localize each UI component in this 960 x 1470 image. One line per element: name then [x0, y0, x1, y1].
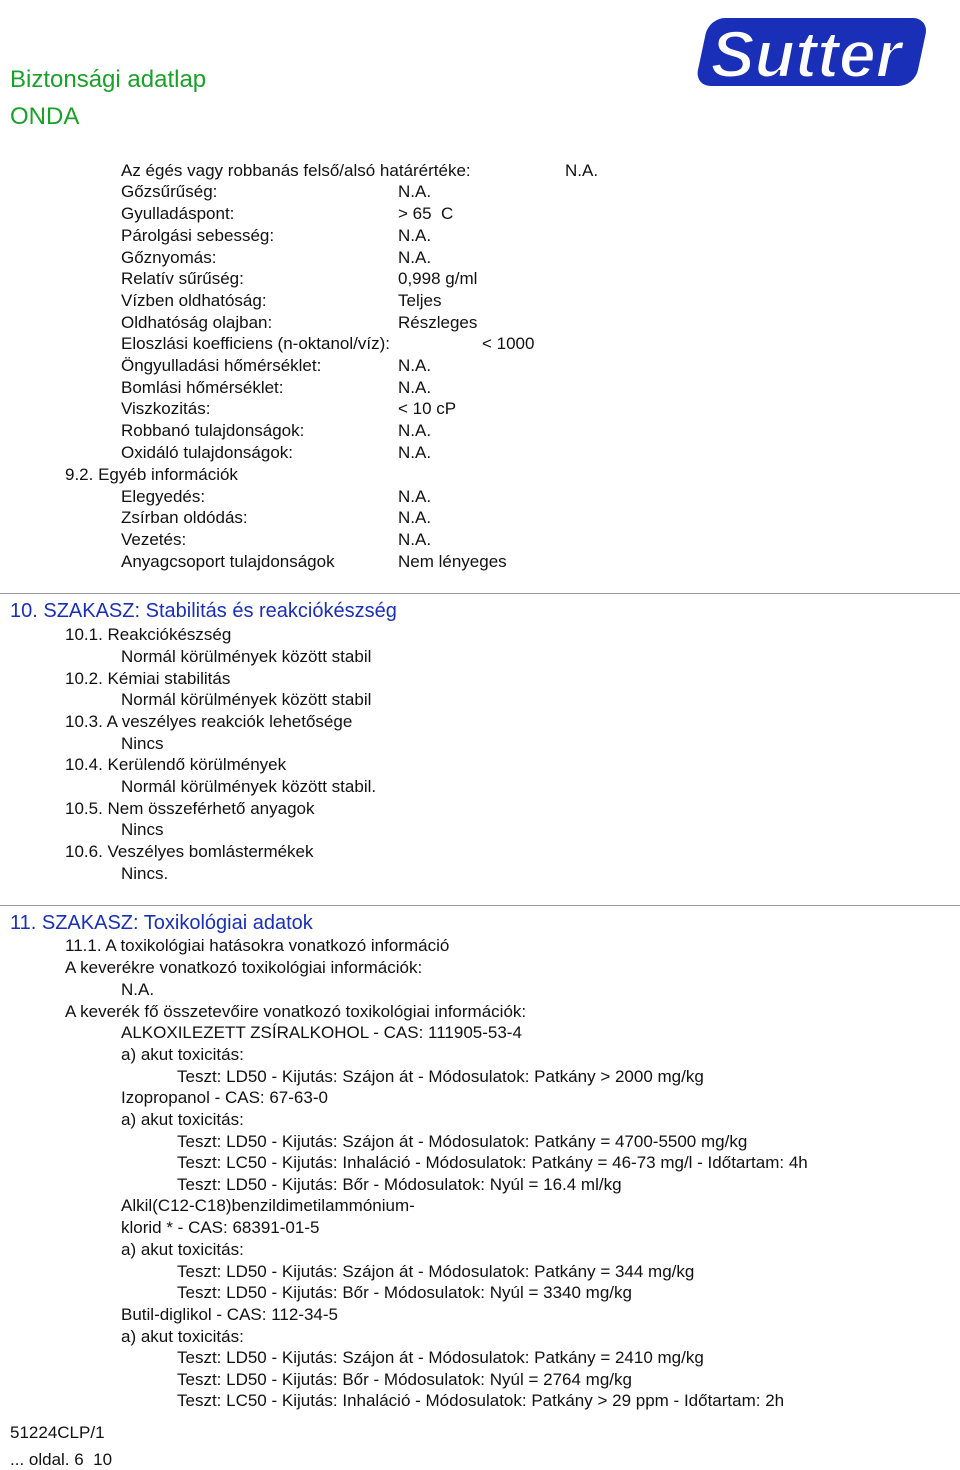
prop-label-vapour-pressure: Gőznyomás:	[121, 248, 217, 267]
mixture-value: N.A.	[121, 980, 155, 999]
prop-value-decomposition: N.A.	[398, 378, 432, 397]
prop-label-flash-point: Gyulladáspont:	[121, 204, 235, 223]
prop-value-partition: < 1000	[482, 334, 535, 353]
prop-value-evaporation: N.A.	[398, 226, 432, 245]
acute-toxicity-label: a) akut toxicitás:	[121, 1110, 244, 1129]
test-line: Teszt: LD50 - Kijutás: Bőr - Módosulatok: Nyúl = 3340 mg/kg	[177, 1283, 632, 1302]
sutter-logo	[678, 4, 946, 102]
section-11-title: 11. SZAKASZ: Toxikológiai adatok	[10, 912, 313, 934]
prop-label-oil-solubility: Oldhatóság olajban:	[121, 313, 273, 332]
prop-value-flammability: N.A.	[565, 161, 599, 180]
prop-value-oil-solubility: Részleges	[398, 313, 478, 332]
prop-value-vapour-density: N.A.	[398, 182, 432, 201]
prop-label-water-solubility: Vízben oldhatóság:	[121, 291, 267, 310]
test-line: Teszt: LD50 - Kijutás: Szájon át - Módosulatok: Patkány = 344 mg/kg	[177, 1262, 695, 1281]
prop-value-vapour-pressure: N.A.	[398, 248, 432, 267]
prop-label-partition: Eloszlási koefficiens (n-oktanol/víz):	[121, 334, 390, 353]
test-line: Teszt: LC50 - Kijutás: Inhaláció - Módosulatok: Patkány = 46-73 mg/l - Időtartam: 4h	[177, 1153, 808, 1172]
test-line: Teszt: LD50 - Kijutás: Szájon át - Módosulatok: Patkány = 2410 mg/kg	[177, 1348, 704, 1367]
prop-value-oxidising: N.A.	[398, 443, 432, 462]
component-name: Alkil(C12-C18)benzildimetilammónium-	[121, 1196, 415, 1215]
test-line: Teszt: LD50 - Kijutás: Szájon át - Módosulatok: Patkány > 2000 mg/kg	[177, 1067, 704, 1086]
subsection-heading-9-2: 9.2. Egyéb információk	[65, 465, 238, 484]
mixture-label: A keverékre vonatkozó toxikológiai információk:	[65, 958, 423, 977]
component-name: Izopropanol - CAS: 67-63-0	[121, 1088, 328, 1107]
prop-value-explosive: N.A.	[398, 421, 432, 440]
subsection-heading-11-1: 11.1. A toxikológiai hatásokra vonatkozó információ	[65, 936, 450, 955]
acute-toxicity-label: a) akut toxicitás:	[121, 1045, 244, 1064]
prop-label-substance-group: Anyagcsoport tulajdonságok	[121, 552, 335, 571]
prop-value-water-solubility: Teljes	[398, 291, 442, 310]
item-text: Normál körülmények között stabil.	[121, 777, 377, 796]
prop-label-vapour-density: Gőzsűrűség:	[121, 182, 218, 201]
item-heading: 10.2. Kémiai stabilitás	[65, 669, 231, 688]
prop-value-fat-solubility: N.A.	[398, 508, 432, 527]
component-name-cont: klorid * - CAS: 68391-01-5	[121, 1218, 320, 1237]
test-line: Teszt: LD50 - Kijutás: Bőr - Módosulatok: Nyúl = 16.4 ml/kg	[177, 1175, 622, 1194]
prop-label-explosive: Robbanó tulajdonságok:	[121, 421, 305, 440]
item-text: Normál körülmények között stabil	[121, 647, 372, 666]
components-label: A keverék fő összetevőire vonatkozó toxikológiai információk:	[65, 1002, 527, 1021]
test-line: Teszt: LD50 - Kijutás: Bőr - Módosulatok: Nyúl = 2764 mg/kg	[177, 1370, 632, 1389]
logo-text: Sutter	[710, 17, 902, 91]
item-text: Nincs.	[121, 864, 169, 883]
product-name: ONDA	[10, 103, 80, 130]
item-text: Nincs	[121, 734, 164, 753]
component-name: ALKOXILEZETT ZSÍRALKOHOL - CAS: 111905-53-4	[121, 1023, 522, 1042]
prop-label-autoignition: Öngyulladási hőmérséklet:	[121, 356, 322, 375]
prop-label-decomposition: Bomlási hőmérséklet:	[121, 378, 284, 397]
section-10-title: 10. SZAKASZ: Stabilitás és reakciókészség	[10, 600, 397, 622]
acute-toxicity-label: a) akut toxicitás:	[121, 1240, 244, 1259]
prop-label-flammability: Az égés vagy robbanás felső/alsó határértéke:	[121, 161, 471, 180]
test-line: Teszt: LC50 - Kijutás: Inhaláció - Módosulatok: Patkány > 29 ppm - Időtartam: 2h	[177, 1391, 785, 1410]
acute-toxicity-label: a) akut toxicitás:	[121, 1327, 244, 1346]
item-heading: 10.3. A veszélyes reakciók lehetősége	[65, 712, 353, 731]
item-heading: 10.4. Kerülendő körülmények	[65, 755, 287, 774]
item-heading: 10.6. Veszélyes bomlástermékek	[65, 842, 314, 861]
prop-value-flash-point: > 65 C	[398, 204, 454, 223]
prop-label-evaporation: Párolgási sebesség:	[121, 226, 275, 245]
prop-label-relative-density: Relatív sűrűség:	[121, 269, 244, 288]
prop-value-viscosity: < 10 cP	[398, 399, 457, 418]
prop-value-substance-group: Nem lényeges	[398, 552, 507, 571]
prop-label-fat-solubility: Zsírban oldódás:	[121, 508, 248, 527]
item-text: Normál körülmények között stabil	[121, 690, 372, 709]
item-text: Nincs	[121, 820, 164, 839]
section-divider	[0, 905, 960, 906]
prop-label-oxidising: Oxidáló tulajdonságok:	[121, 443, 294, 462]
section-divider	[0, 593, 960, 594]
prop-label-miscibility: Elegyedés:	[121, 487, 206, 506]
prop-label-viscosity: Viszkozitás:	[121, 399, 211, 418]
prop-value-conductivity: N.A.	[398, 530, 432, 549]
prop-label-conductivity: Vezetés:	[121, 530, 187, 549]
page-info: ... oldal. 6 10	[10, 1450, 113, 1469]
document-code: 51224CLP/1	[10, 1423, 105, 1442]
item-heading: 10.1. Reakciókészség	[65, 625, 232, 644]
prop-value-miscibility: N.A.	[398, 487, 432, 506]
document-title: Biztonsági adatlap	[10, 66, 207, 93]
prop-value-relative-density: 0,998 g/ml	[398, 269, 478, 288]
prop-value-autoignition: N.A.	[398, 356, 432, 375]
component-name: Butil-diglikol - CAS: 112-34-5	[121, 1305, 338, 1324]
test-line: Teszt: LD50 - Kijutás: Szájon át - Módosulatok: Patkány = 4700-5500 mg/kg	[177, 1132, 748, 1151]
item-heading: 10.5. Nem összeférhető anyagok	[65, 799, 315, 818]
